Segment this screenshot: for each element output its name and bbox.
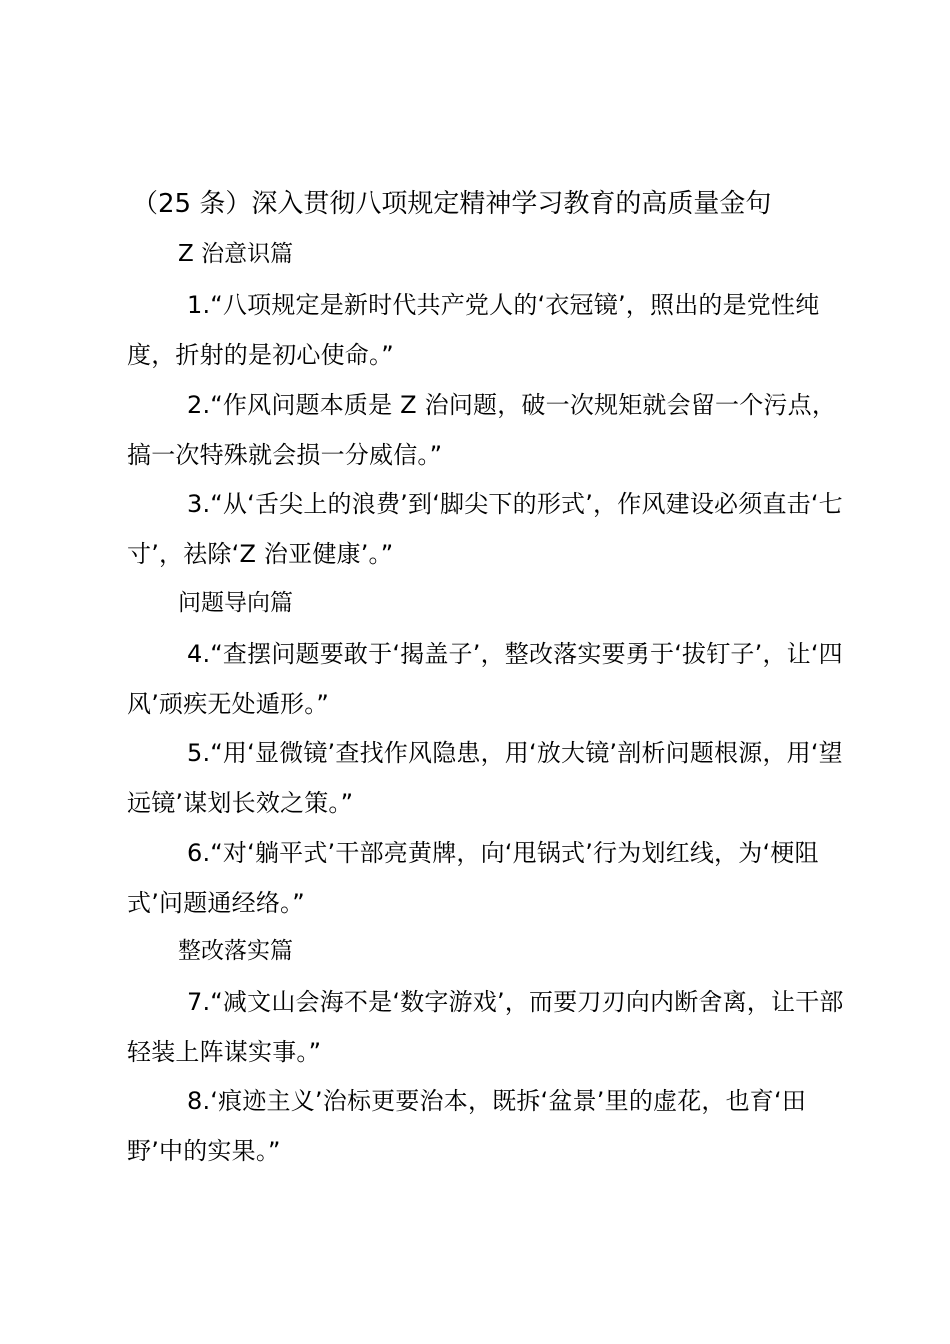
quote-item-2: 2.“作风问题本质是 Z 治问题，破一次规矩就会留一个污点，搞一次特殊就会损一分威信。” — [127, 391, 837, 469]
quote-item-7: 7.“减文山会海不是‘数字游戏’，而要刀刃向内断舍离，让干部轻装上阵谋实事。” — [127, 988, 844, 1066]
quote-item-8: 8.‘痕迹主义’治标更要治本，既拆‘盆景’里的虚花，也育‘田野’中的实果。” — [127, 1087, 807, 1165]
document-title: （25 条）深入贯彻八项规定精神学习教育的高质量金句 — [132, 189, 772, 219]
quote-item-1: 1.“八项规定是新时代共产党人的‘衣冠镜’，照出的是党性纯度，折射的是初心使命。” — [127, 291, 820, 369]
quote-item-4: 4.“查摆问题要敢于‘揭盖子’，整改落实要勇于‘拔钉子’，让‘四风’顽疾无处遁形。” — [127, 640, 843, 718]
section-heading-problem-orientation: 问题导向篇 — [178, 590, 293, 616]
quote-item-5: 5.“用‘显微镜’查找作风隐患，用‘放大镜’剖析问题根源，用‘望远镜’谋划长效之策。” — [127, 739, 843, 817]
quote-item-6: 6.“对‘躺平式’干部亮黄牌，向‘甩锅式’行为划红线，为‘梗阻式’问题通经络。” — [127, 839, 819, 917]
section-heading-rectification: 整改落实篇 — [178, 938, 293, 964]
section-heading-political-awareness: Z 治意识篇 — [178, 241, 294, 267]
quote-item-3: 3.“从‘舌尖上的浪费’到‘脚尖下的形式’，作风建设必须直击‘七寸’，祛除‘Z 治亚健康’。” — [127, 490, 843, 568]
